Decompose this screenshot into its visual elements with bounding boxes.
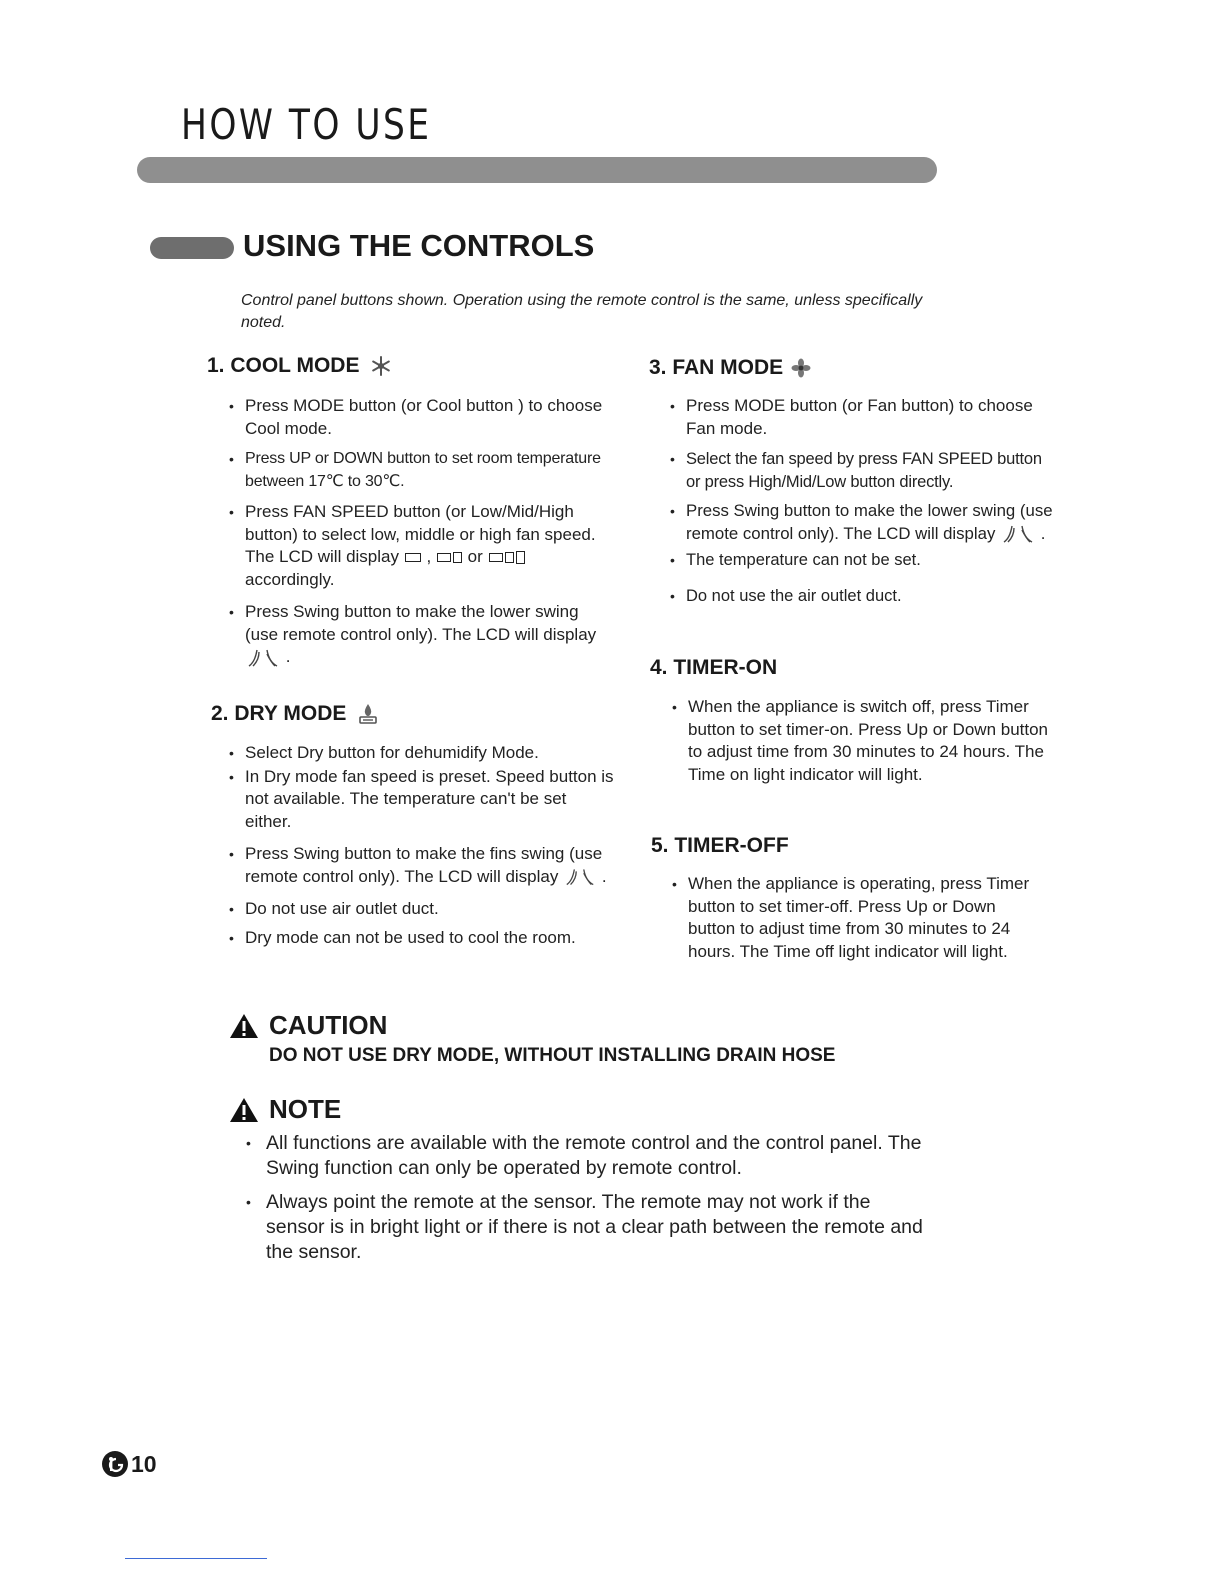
fan-mode-bullet-2: • Select the fan speed by press FAN SPEED button or press High/Mid/Low button directly.	[670, 448, 1060, 493]
dry-mode-bullet-3-text: Press Swing button to make the fins swing (use remote control only). The LCD will display	[245, 844, 603, 886]
cool-mode-bullet-3-sep2: or	[467, 547, 483, 566]
note-bullet-2: • Always point the remote at the sensor. The remote may not work if the sensor is in bright light or if there is not a clear path between the remote and the sensor.	[246, 1190, 926, 1265]
cool-mode-bullet-1: • Press MODE button (or Cool button ) to choose Cool mode.	[229, 395, 609, 440]
bottom-link-line	[125, 1558, 267, 1559]
cool-mode-bullet-2: • Press UP or DOWN button to set room temperature between 17℃ to 30℃.	[229, 448, 609, 493]
header-bar	[137, 157, 937, 183]
section-pill-marker	[150, 237, 234, 259]
timer-off-bullet-1: • When the appliance is operating, press Timer button to set timer-off. Press Up or Down button to adjust time from 30 minutes to 24 hours. The Time off light indicator will light.	[672, 873, 1032, 963]
caution-title: CAUTION	[269, 1010, 388, 1040]
cool-mode-heading-text: 1. COOL MODE	[207, 354, 360, 377]
page-number: 10	[131, 1450, 157, 1477]
timer-on-heading	[650, 656, 777, 680]
dry-mode-bullet-2: • In Dry mode fan speed is preset. Speed button is not available. The temperature can't be set either.	[229, 766, 614, 834]
fan-mode-list	[670, 395, 1060, 607]
cool-mode-bullet-3-post: accordingly.	[245, 569, 335, 589]
page-header-title: HOW TO USE	[181, 100, 432, 149]
note-title: NOTE	[269, 1094, 342, 1124]
fan-mode-bullet-4: • The temperature can not be set.	[670, 549, 1060, 572]
lg-logo-icon	[101, 1450, 129, 1478]
dry-mode-list	[229, 742, 614, 949]
swing-icon	[1000, 524, 1036, 544]
fan-mode-bullet-3-post: .	[1040, 523, 1046, 543]
lcd-low-speed-icon	[404, 547, 422, 566]
dry-mode-bullet-1: • Select Dry button for dehumidify Mode.	[229, 742, 614, 765]
cool-mode-list	[229, 395, 609, 669]
snowflake-icon	[371, 356, 391, 376]
dry-mode-bullet-3	[229, 843, 614, 888]
dry-mode-bullet-3-post: .	[601, 866, 607, 886]
cool-mode-bullet-3-text: Press FAN SPEED button (or Low/Mid/High button) to select low, middle or high fan speed. The LCD will display	[245, 502, 596, 566]
timer-off-heading-text: 5. TIMER-OFF	[651, 834, 789, 857]
cool-mode-bullet-4-text: Press Swing button to make the lower swing (use remote control only). The LCD will display	[245, 602, 597, 644]
section-title: USING THE CONTROLS	[243, 228, 595, 263]
warning-icon	[229, 1097, 259, 1123]
cool-mode-heading	[207, 354, 391, 378]
cool-mode-bullet-3-sep1: ,	[426, 547, 432, 566]
fan-mode-heading	[649, 356, 811, 380]
fan-icon	[791, 358, 811, 378]
intro-text: Control panel buttons shown. Operation using the remote control is the same, unless specifically noted.	[241, 292, 923, 331]
dry-mode-heading	[211, 702, 378, 726]
page-footer	[101, 1450, 157, 1478]
note-bullet-1: • All functions are available with the remote control and the control panel. The Swing function can only be operated by remote control.	[246, 1131, 926, 1181]
timer-off-heading	[651, 834, 789, 858]
warning-icon	[229, 1013, 259, 1039]
lcd-high-speed-icon	[488, 547, 526, 566]
fan-mode-bullet-3-text: Press Swing button to make the lower swing (use remote control only). The LCD will display	[686, 501, 1053, 543]
note-heading	[229, 1094, 341, 1125]
water-drop-icon	[358, 703, 378, 725]
fan-mode-heading-text: 3. FAN MODE	[649, 356, 784, 379]
dry-mode-bullet-4: • Do not use air outlet duct.	[229, 898, 614, 921]
timer-on-list	[672, 696, 1062, 786]
caution-heading	[229, 1010, 387, 1041]
dry-mode-heading-text: 2. DRY MODE	[211, 702, 347, 725]
cool-mode-bullet-3	[229, 501, 609, 591]
fan-mode-bullet-1: • Press MODE button (or Fan button) to choose Fan mode.	[670, 395, 1060, 440]
fan-mode-bullet-5: • Do not use the air outlet duct.	[670, 585, 1060, 608]
fan-mode-bullet-3	[670, 500, 1060, 545]
timer-on-heading-text: 4. TIMER-ON	[650, 656, 778, 679]
timer-off-list	[672, 873, 1032, 963]
dry-mode-bullet-5: • Dry mode can not be used to cool the room.	[229, 927, 614, 950]
note-list	[246, 1131, 926, 1265]
cool-mode-bullet-4	[229, 601, 609, 669]
cool-mode-bullet-4-post: .	[285, 647, 291, 666]
swing-icon	[563, 867, 597, 887]
swing-icon	[245, 648, 281, 668]
lcd-mid-speed-icon	[436, 547, 463, 566]
timer-on-bullet-1: • When the appliance is switch off, press Timer button to set timer-on. Press Up or Down button to adjust time from 30 minutes to 24 hours. The Time on light indicator will light.	[672, 696, 1062, 786]
caution-text: DO NOT USE DRY MODE, WITHOUT INSTALLING DRAIN HOSE	[269, 1045, 836, 1066]
